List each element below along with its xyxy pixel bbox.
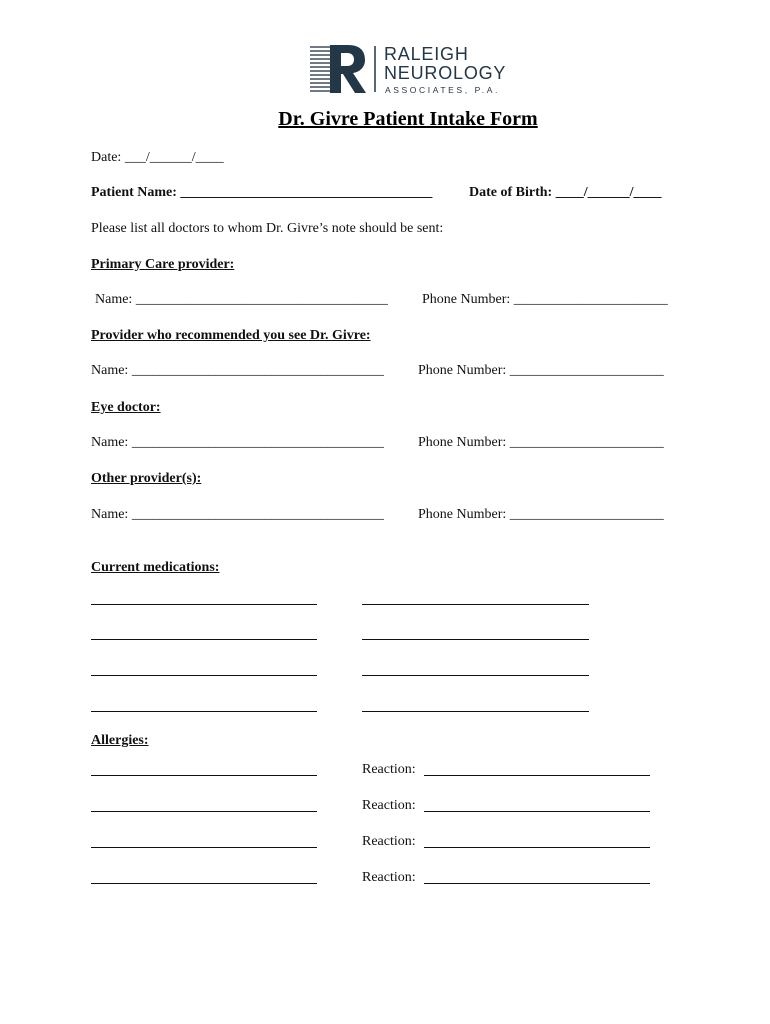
- reaction-label: Reaction:: [362, 870, 416, 885]
- allergy-line[interactable]: [91, 883, 317, 884]
- medication-line[interactable]: [362, 639, 589, 640]
- primary-care-phone-field[interactable]: Phone Number: ______________________: [422, 292, 668, 307]
- allergies-heading: Allergies:: [91, 733, 149, 748]
- primary-care-heading: Primary Care provider:: [91, 257, 235, 272]
- allergy-line[interactable]: [91, 847, 317, 848]
- medication-line[interactable]: [91, 675, 317, 676]
- medication-line[interactable]: [91, 604, 317, 605]
- recommending-provider-name-field[interactable]: Name: ____________________________________: [91, 363, 384, 378]
- logo-text-raleigh: RALEIGH: [384, 44, 469, 64]
- recommending-provider-phone-field[interactable]: Phone Number: ______________________: [418, 363, 664, 378]
- form-title: Dr. Givre Patient Intake Form: [278, 108, 538, 130]
- eye-doctor-name-field[interactable]: Name: ____________________________________: [91, 435, 384, 450]
- raleigh-r-logo-icon: [310, 44, 368, 94]
- instructions-text: Please list all doctors to whom Dr. Givre’s note should be sent:: [91, 221, 444, 236]
- allergy-line[interactable]: [91, 811, 317, 812]
- medications-heading: Current medications:: [91, 560, 220, 575]
- medication-line[interactable]: [362, 675, 589, 676]
- eye-doctor-phone-field[interactable]: Phone Number: ______________________: [418, 435, 664, 450]
- eye-doctor-heading: Eye doctor:: [91, 400, 161, 415]
- reaction-line[interactable]: [424, 811, 650, 812]
- reaction-line[interactable]: [424, 847, 650, 848]
- primary-care-name-field[interactable]: Name: ____________________________________: [95, 292, 388, 307]
- medication-line[interactable]: [91, 711, 317, 712]
- logo-text-associates: ASSOCIATES, P.A.: [385, 85, 500, 95]
- reaction-label: Reaction:: [362, 834, 416, 849]
- medication-line[interactable]: [362, 604, 589, 605]
- other-providers-heading: Other provider(s):: [91, 471, 202, 486]
- patient-name-field[interactable]: Patient Name: ____________________________________: [91, 185, 433, 200]
- logo-text-neurology: NEUROLOGY: [384, 63, 507, 83]
- other-provider-name-field[interactable]: Name: ____________________________________: [91, 507, 384, 522]
- medication-line[interactable]: [362, 711, 589, 712]
- date-field[interactable]: Date: ___/______/____: [91, 150, 224, 165]
- date-of-birth-field[interactable]: Date of Birth: ____/______/____: [469, 185, 662, 200]
- medication-line[interactable]: [91, 639, 317, 640]
- reaction-label: Reaction:: [362, 798, 416, 813]
- other-provider-phone-field[interactable]: Phone Number: ______________________: [418, 507, 664, 522]
- raleigh-neurology-logo: [310, 44, 510, 96]
- logo-divider: [374, 46, 376, 92]
- allergy-line[interactable]: [91, 775, 317, 776]
- recommending-provider-heading: Provider who recommended you see Dr. Givre:: [91, 328, 371, 343]
- reaction-label: Reaction:: [362, 762, 416, 777]
- reaction-line[interactable]: [424, 775, 650, 776]
- reaction-line[interactable]: [424, 883, 650, 884]
